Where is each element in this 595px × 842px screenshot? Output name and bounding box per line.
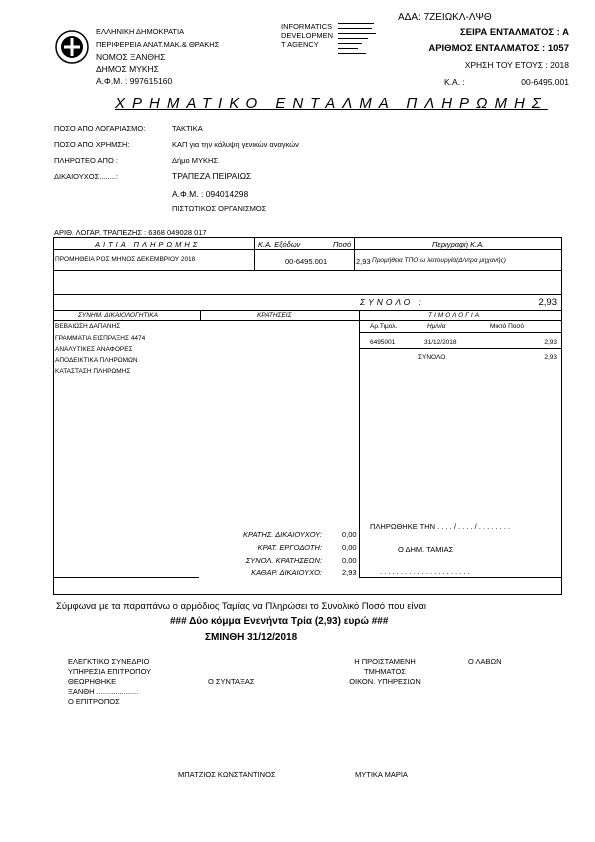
paid-on: ΠΛΗΡΩΘΗΚΕ ΤΗΝ . . . . / . . . . / . . . . . . . .: [370, 522, 511, 531]
th-docs: ΣΥΝΗΜ. ΔΙΚΑΙΟΛΟΓΗΤΙΚΑ: [78, 312, 158, 319]
th-deductions: ΚΡΑΤΗΣΕΙΣ: [257, 312, 292, 319]
field-label-year: ΠΟΣΟ ΑΠΟ ΧΡΗΜΣΗ:: [54, 140, 130, 149]
deduction-label: ΣΥΝΟΛ. ΚΡΑΤΗΣΕΩΝ:: [245, 556, 322, 565]
th-cause: ΑΙΤΙΑ ΠΛΗΡΩΜΗΣ: [95, 240, 201, 249]
row-amount: 2,93: [356, 257, 371, 266]
doc-item: ΓΡΑΜΜΑΤΙΑ ΕΙΣΠΡΑΞΗΣ 4474: [55, 335, 146, 342]
warrant-number: ΑΡΙΘΜΟΣ ΕΝΤΑΛΜΑΤΟΣ : 1057: [428, 43, 569, 54]
inv-sum: 2,93: [544, 354, 557, 361]
deduction-label: ΚΑΘΑΡ. ΔΙΚΑΙΟΥΧΟ:: [251, 568, 322, 577]
cashier-signature-line: . . . . . . . . . . . . . . . . . . . . . .: [380, 567, 470, 576]
audit-block: ΕΛΕΓΚΤΙΚΟ ΣΥΝΕΔΡΙΟ ΥΠΗΡΕΣΙΑ ΕΠΙΤΡΟΠΟΥ ΘΕΩΡΗΘΗΚΕ ΞΑΝΘΗ .................... Ο ΕΠΙΤΡΟΠΟΣ: [68, 657, 152, 706]
ka-label: Κ.Α. :: [444, 77, 465, 87]
beneficiary-afm: Α.Φ.Μ. : 094014298: [172, 189, 249, 199]
issue-date: ΣΜΙΝΘΗ 31/12/2018: [205, 632, 298, 643]
th-ka: Κ.Α. Εξόδων: [258, 240, 301, 249]
statement: Σύμφωνα με τα παραπάνω ο αρμόδιος Ταμίας να Πληρώσει το Συνολικό Ποσό που είναι: [56, 601, 426, 612]
inv-th-no: Αρ.Τιμολ.: [370, 323, 398, 330]
inv-amount: 2,93: [544, 339, 557, 346]
header-municipality: ΔΗΜΟΣ ΜΥΚΗΣ: [96, 64, 159, 74]
deduction-label: ΚΡΑΤ. ΕΡΓΟΔΟΤΗ:: [257, 543, 322, 552]
row-ka: 00-6495.001: [285, 257, 328, 266]
amount-words: ### Δύο κόμμα Ενενήντα Τρία (2,93) ευρώ ###: [170, 616, 389, 627]
inv-date: 31/12/2018: [424, 339, 457, 346]
ada-code: ΑΔΑ: 7ΖΕΙΩΚΛ-ΛΨΘ: [398, 12, 492, 23]
deduction-value: 0,00: [342, 543, 357, 552]
doc-item: ΚΑΤΑΣΤΑΣΗ ΠΛΗΡΩΜΗΣ: [55, 368, 131, 375]
inv-no: 6495001: [370, 339, 396, 346]
doc-item: ΑΝΑΛΥΤΙΚΕΣ ΑΝΑΦΟΡΕΣ: [55, 346, 133, 353]
main-table: [53, 237, 562, 595]
ka-value: 00-6495.001: [521, 77, 569, 87]
header-prefecture: ΝΟΜΟΣ ΞΑΝΘΗΣ: [96, 52, 166, 62]
bank-account: ΑΡΙΘ. ΛΟΓΑΡ. ΤΡΑΠΕΖΗΣ : 6368 049028 017: [54, 228, 207, 237]
header-region: ΠΕΡΙΦΕΡΕΙΑ ΑΝΑΤ.ΜΑΚ.& ΘΡΑΚΗΣ: [96, 40, 220, 49]
field-value-year: ΚΑΠ για την κάλυψη γενικών αναγκών: [172, 140, 299, 149]
inv-sum-label: ΣΥΝΟΛΟ: [418, 354, 446, 361]
header-afm: Α.Φ.Μ. : 997615160: [96, 76, 173, 86]
deduction-value: 0,00: [342, 556, 357, 565]
agency-logo: INFORMATICS DEVELOPMEN T AGENCY: [281, 22, 334, 49]
field-value-account: ΤΑΚΤΙΚΑ: [172, 124, 203, 133]
head-name: ΜΥΤΙΚΑ ΜΑΡΙΑ: [355, 770, 408, 779]
beneficiary-type: ΠΙΣΤΩΤΙΚΟΣ ΟΡΓΑΝΙΣΜΟΣ: [172, 204, 267, 213]
head-block: Η ΠΡΟΙΣΤΑΜΕΝΗ ΤΜΗΜΑΤΟΣ ΟΙΚΟΝ. ΥΠΗΡΕΣΙΩΝ: [349, 657, 421, 686]
th-desc: Περιγραφή Κ.Α.: [432, 240, 485, 249]
row-desc: Προμήθεια ΤΠΟ ω λειτουργία(Δ/ντρα μηχανής): [372, 257, 506, 264]
field-value-payable: Δήμο ΜΥΚΗΣ: [172, 156, 219, 165]
doc-item: ΒΕΒΑΙΩΣΗ ΔΑΠΑΝΗΣ: [55, 323, 121, 330]
sum-value: 2,93: [538, 297, 557, 308]
warrant-series: ΣΕΙΡΑ ΕΝΤΑΛΜΑΤΟΣ : Α: [460, 27, 569, 38]
sum-label: ΣΥΝΟΛΟ :: [360, 297, 424, 307]
field-label-account: ΠΟΣΟ ΑΠΟ ΛΟΓΑΡΙΑΣΜΟ:: [54, 124, 146, 133]
agency-fineprint: [338, 21, 380, 55]
th-amount: Ποσό: [333, 240, 352, 249]
inv-th-amount: Μικτό Ποσό: [490, 323, 525, 330]
field-label-beneficiary: ΔΙΚΑΙΟΥΧΟΣ........:: [54, 172, 119, 181]
page-title: ΧΡΗΜΑΤΙΚΟ ΕΝΤΑΛΜΑ ΠΛΗΡΩΜΗΣ: [115, 95, 548, 112]
field-label-payable: ΠΛΗΡΩΤΕΟ ΑΠΟ :: [54, 156, 118, 165]
field-value-beneficiary: ΤΡΑΠΕΖΑ ΠΕΙΡΑΙΩΣ: [172, 171, 252, 181]
deduction-value: 0,00: [342, 530, 357, 539]
row-cause: ΠΡΟΜΗΘΕΙΑ ΡΟΣ ΜΗΝΟΣ ΔΕΚΕΜΒΡΙΟΥ 2018: [55, 256, 196, 263]
deduction-value: 2,93: [342, 568, 357, 577]
doc-item: ΑΠΟΔΕΙΚΤΙΚΑ ΠΛΗΡΩΜΩΝ: [55, 357, 138, 364]
header-republic: ΕΛΛΗΝΙΚΗ ΔΗΜΟΚΡΑΤΙΑ: [96, 27, 185, 36]
th-invoices: ΤΙΜΟΛΟΓΙΑ: [428, 312, 482, 319]
deduction-label: ΚΡΑΤΗΣ. ΔΙΚΑΙΟΥΧΟΥ:: [243, 530, 322, 539]
composer-name: ΜΠΑΤΖΙΟΣ ΚΩΝΣΤΑΝΤΙΝΟΣ: [178, 770, 276, 779]
inv-th-date: Ημ/νία: [427, 323, 446, 330]
composer: Ο ΣΥΝΤΑΞΑΣ: [208, 677, 255, 686]
cashier: Ο ΔΗΜ. ΤΑΜΙΑΣ: [398, 545, 454, 554]
fiscal-year: ΧΡΗΣΗ ΤΟΥ ΕΤΟΥΣ : 2018: [464, 60, 569, 70]
receiver: Ο ΛΑΒΩΝ: [468, 657, 502, 666]
coat-of-arms-icon: [55, 30, 89, 64]
